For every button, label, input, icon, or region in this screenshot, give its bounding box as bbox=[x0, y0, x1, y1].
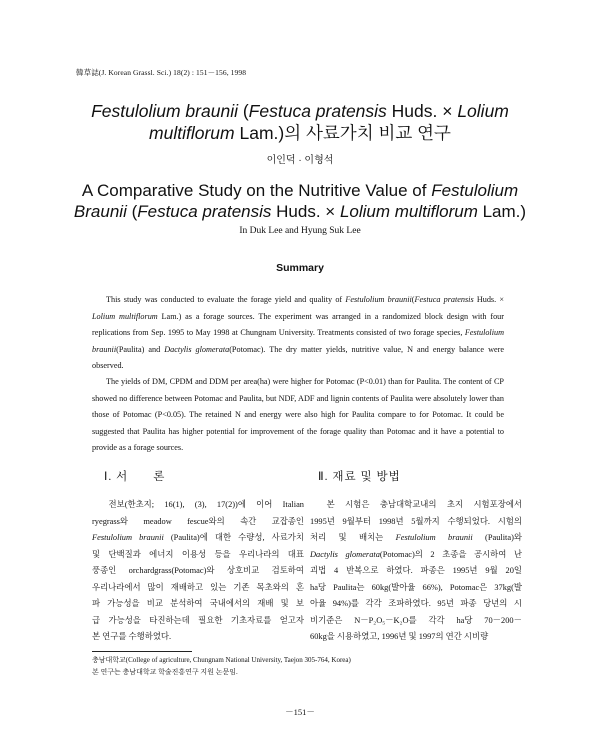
text-line: 우리나라에서 많이 재배하고 있는 기존 목초와의 혼 bbox=[92, 582, 304, 592]
section-1-heading: Ⅰ. 서 론 bbox=[104, 471, 166, 483]
section-2-heading: Ⅱ. 재료 및 방법 bbox=[318, 471, 401, 483]
text-line: Dactylis glomerata(Potomac)의 2 초종을 공시하여 난 bbox=[310, 549, 522, 559]
affiliation-footnote: 충남대학교(College of agriculture, Chungnam National University, Taejon 305-764, Korea) bbox=[92, 656, 351, 664]
korean-title-line2: multiflorum Lam.)의 사료가치 비교 연구 bbox=[149, 123, 451, 143]
text-line: 처리 및 배치는 Festulolium braunii (Paulita)와 bbox=[310, 533, 522, 542]
text-line: 아율 94%)를 각각 조파하였다. 95년 파종 당년의 시 bbox=[310, 599, 522, 608]
text-line: 본 시험은 충남대학교내의 초지 시험포장에서 bbox=[310, 500, 522, 509]
text-line: 파 가능성을 비교 분석하여 국내에서의 재배 및 보 bbox=[92, 599, 304, 608]
text-line: 괴법 4 반복으로 하였다. 파종은 1995년 9월 20일 bbox=[310, 566, 522, 575]
text-line: ryegrass와 meadow fescue와의 속간 교잡종인 bbox=[92, 516, 304, 526]
summary-paragraph-1: This study was conducted to evaluate the forage yield and quality of Festulolium braunii(Festuca pratensis Huds. × Lolium multiflorum Lam.) as a forage sources. The experiment was arranged in a randomized block design with four replications from Sep. 1995 to May 1998 at Chungnam University. Treatments consisted of two forage species, Festulolium braunii(Paulita) and Dactylis glomerata(Potomac). The dry matter yields, nutritive value, N and energy balance were observed. bbox=[92, 295, 505, 371]
footnote-divider bbox=[92, 651, 192, 652]
text-line: 풍종인 orchardgrass(Potomac)와 상호비교 검토하여 bbox=[92, 566, 304, 575]
text-line: 급 가능성을 타진하는데 필요한 기초자료를 얻고자 bbox=[92, 615, 304, 625]
text-line: 본 연구를 수행하였다. bbox=[92, 632, 172, 641]
methods-column bbox=[310, 497, 522, 646]
text-line: Festulolium braunii (Paulita)에 대한 수량성, 사료가치 bbox=[92, 533, 304, 542]
text-line: 60kg을 시용하였고, 1996년 및 1997의 연간 시비량 bbox=[310, 632, 489, 641]
introduction-column bbox=[92, 497, 304, 646]
english-title-line1: A Comparative Study on the Nutritive Value of Festulolium bbox=[81, 181, 519, 200]
summary-paragraph-2: The yields of DM, CPDM and DDM per area(ha) were higher for Potomac (P<0.01) than for Paulita. The content of CP showed no difference between Potomac and Paulita, but NDF, ADF and lignin contents of Paulita were absolutely lower than those of Potomac (P<0.05). The retained N and energy were also high for Paulita compare to for Potomac. It could be suggested that Paulita has higher potential for improvement of the forage quality than Potomac and it have a potential to provide as a forage sources. bbox=[92, 377, 504, 453]
text-line: 1995년 9월부터 1998년 5월까지 수행되었다. 시험의 bbox=[310, 516, 522, 526]
english-authors: In Duk Lee and Hyung Suk Lee bbox=[239, 226, 361, 236]
funding-footnote: 본 연구는 충남대학교 학술진흥연구 지원 논문임. bbox=[92, 668, 238, 676]
korean-title-line1: Festulolium braunii (Festuca pratensis Huds. × Lolium bbox=[91, 101, 509, 121]
english-title bbox=[50, 180, 550, 222]
text-line: 비기준은 N－P₂O₅－K₂O를 각각 ha당 70－200－ bbox=[310, 615, 522, 625]
journal-citation: 韓草誌(J. Korean Grassl. Sci.) 18(2) : 151－156, 1998 bbox=[76, 68, 247, 77]
text-line: 전보(한초지; 16(1), (3), 17(2))에 이어 Italian bbox=[92, 500, 304, 509]
page-number: －151－ bbox=[285, 707, 315, 717]
korean-authors: 이인덕 · 이형석 bbox=[266, 155, 334, 166]
korean-title bbox=[60, 100, 540, 144]
summary-heading: Summary bbox=[276, 262, 324, 274]
english-title-line2: Braunii (Festuca pratensis Huds. × Lolium multiflorum Lam.) bbox=[73, 202, 527, 221]
text-line: 및 단백질과 에너지 이용성 등을 우리나라의 대표 bbox=[92, 549, 304, 559]
text-line: ha당 Paulita는 60kg(발아율 66%), Potomac은 37kg(발 bbox=[310, 582, 522, 592]
